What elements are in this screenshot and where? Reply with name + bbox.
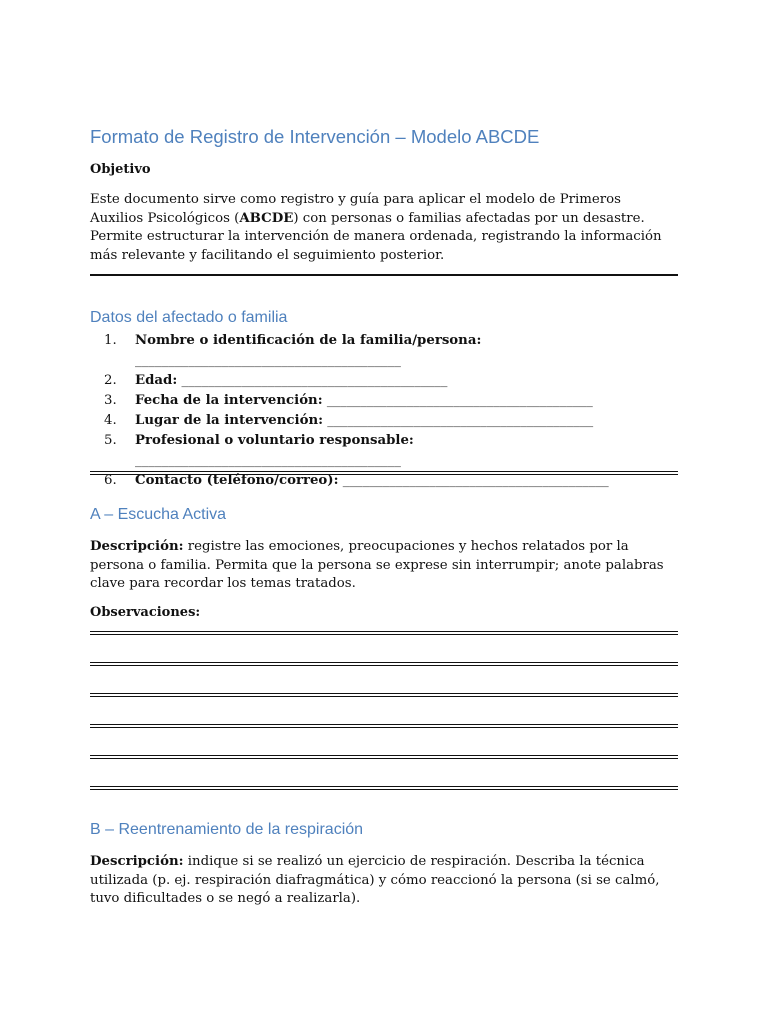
list-item-label: Nombre o identificación de la familia/persona: bbox=[135, 333, 482, 348]
observation-line[interactable] bbox=[90, 693, 678, 697]
objective-text-after: ) con personas o familias afectadas por un desastre. Permite estructurar la intervención de manera ordenada, registrando la información más relevante y facilitando el seguimiento posterior. bbox=[90, 210, 662, 263]
list-item-number: 1. bbox=[104, 333, 117, 348]
objective-text-before: Este documento sirve como registro y guía para aplicar el modelo de Primeros Auxilios Psicológicos ( bbox=[90, 192, 621, 226]
section-divider bbox=[90, 471, 678, 475]
fill-in-blank[interactable]: ________________________________________ bbox=[338, 473, 609, 488]
section-divider bbox=[90, 274, 678, 276]
observations-label: Observaciones: bbox=[90, 605, 201, 620]
list-item-number: 4. bbox=[104, 413, 117, 428]
list-item-number: 5. bbox=[104, 433, 117, 448]
observation-line[interactable] bbox=[90, 662, 678, 666]
section-b-heading: B – Reentrenamiento de la respiración bbox=[90, 821, 364, 838]
list-item bbox=[90, 431, 678, 471]
section-b-description bbox=[90, 853, 678, 909]
objective-paragraph bbox=[90, 191, 678, 265]
description-label: Descripción: bbox=[90, 539, 184, 554]
list-item bbox=[90, 391, 678, 411]
list-item-label: Profesional o voluntario responsable: bbox=[135, 433, 414, 448]
list-item bbox=[90, 331, 678, 371]
affected-heading: Datos del afectado o familia bbox=[90, 309, 288, 326]
list-item-number: 6. bbox=[104, 473, 117, 488]
description-label: Descripción: bbox=[90, 854, 184, 869]
list-item-label: Lugar de la intervención: bbox=[135, 413, 324, 428]
section-a-description bbox=[90, 538, 678, 594]
list-item-label: Contacto (teléfono/correo): bbox=[135, 473, 339, 488]
section-a-heading: A – Escucha Activa bbox=[90, 506, 227, 523]
affected-data-list bbox=[90, 331, 678, 491]
objective-text-bold: ABCDE bbox=[239, 210, 294, 226]
description-text: registre las emociones, preocupaciones y hechos relatados por la persona o familia. Permita que la persona se exprese sin interrumpir; anote palabras clave para recordar los temas tratados. bbox=[90, 539, 664, 592]
description-text: indique si se realizó un ejercicio de respiración. Describa la técnica utilizada (p. ej. respiración diafragmática) y cómo reaccionó la persona (si se calmó, tuvo dificultades o se negó a realizarla). bbox=[90, 854, 660, 907]
list-item-number: 2. bbox=[104, 373, 117, 388]
observation-line[interactable] bbox=[90, 755, 678, 759]
list-item-label: Edad: bbox=[135, 373, 178, 388]
list-item-number: 3. bbox=[104, 393, 117, 408]
fill-in-blank[interactable]: ________________________________________ bbox=[135, 353, 401, 368]
list-item bbox=[90, 371, 678, 391]
observation-line[interactable] bbox=[90, 724, 678, 728]
observation-line[interactable] bbox=[90, 786, 678, 790]
list-item bbox=[90, 411, 678, 431]
document-title: Formato de Registro de Intervención – Modelo ABCDE bbox=[90, 126, 540, 147]
fill-in-blank[interactable]: ________________________________________ bbox=[177, 373, 448, 388]
fill-in-blank[interactable]: ________________________________________ bbox=[323, 413, 594, 428]
list-item-label: Fecha de la intervención: bbox=[135, 393, 323, 408]
objective-heading: Objetivo bbox=[90, 162, 151, 177]
fill-in-blank[interactable]: ________________________________________ bbox=[322, 393, 593, 408]
fill-in-blank[interactable]: ________________________________________ bbox=[135, 453, 401, 468]
observation-line[interactable] bbox=[90, 631, 678, 635]
